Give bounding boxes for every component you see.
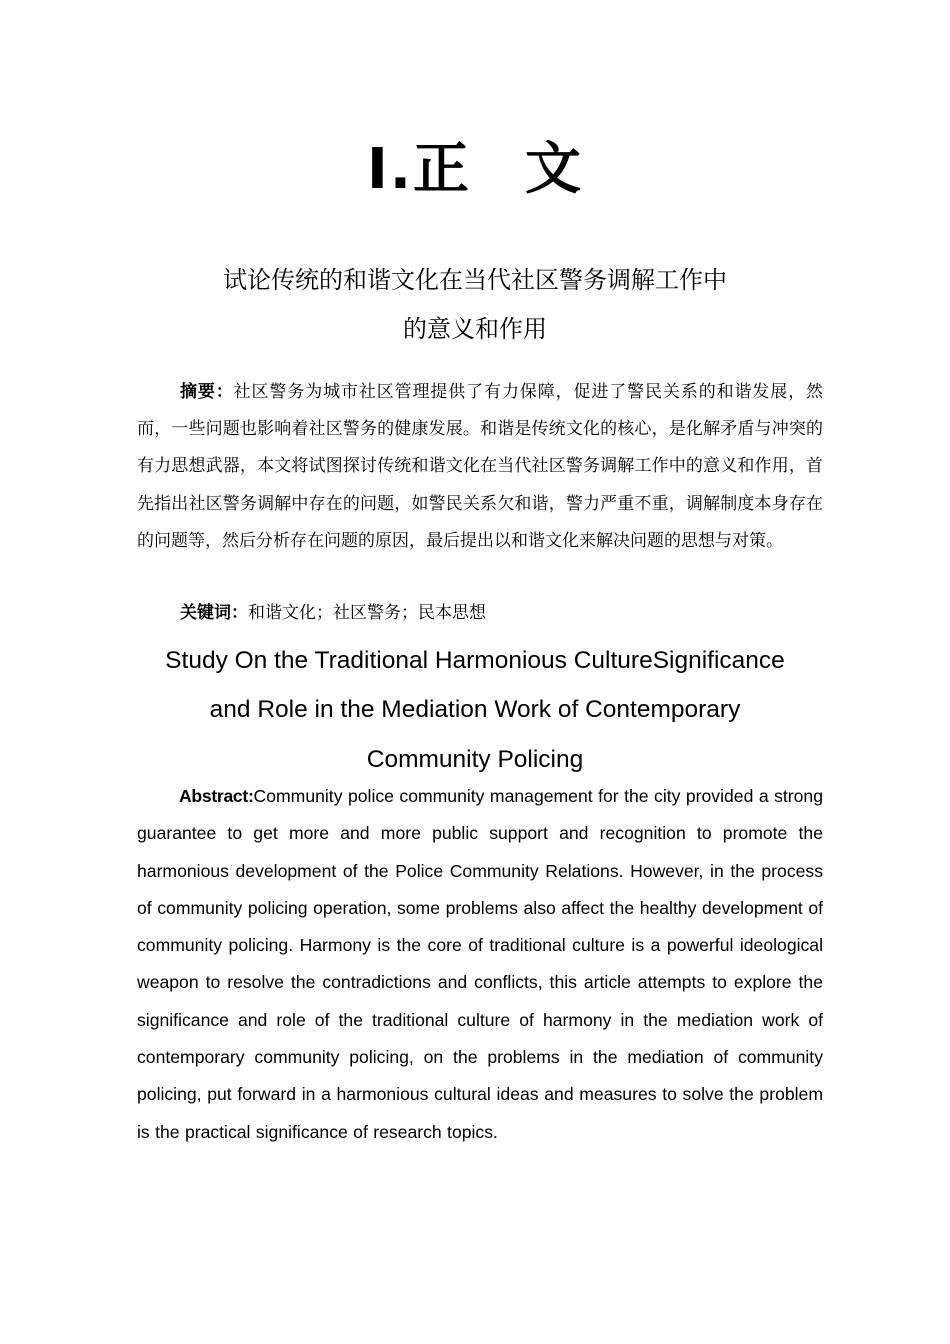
- english-abstract-label: Abstract:: [179, 786, 254, 806]
- section-numeral: Ⅰ.: [366, 137, 414, 202]
- chinese-keywords-text: 和谐文化；社区警务；民本思想: [248, 603, 486, 623]
- english-abstract: [137, 778, 823, 1151]
- chinese-abstract-text: 社区警务为城市社区管理提供了有力保障，促进了警民关系的和谐发展，然而，一些问题也影响着社区警务的健康发展。和谐是传统文化的核心，是化解矛盾与冲突的有力思想武器，本文将试图探讨传统和谐文化在当代社区警务调解工作中的意义和作用，首先指出社区警务调解中存在的问题，如警民关系欠和谐，警力严重不重，调解制度本身存在的问题等，然后分析存在问题的原因，最后提出以和谐文化来解决问题的思想与对策。: [137, 382, 824, 551]
- section-title-char-2: 文: [525, 137, 584, 202]
- chinese-abstract: [137, 374, 823, 560]
- chinese-title-line-1: 试论传统的和谐文化在当代社区警务调解工作中: [223, 266, 727, 294]
- section-title-char-1: 正: [413, 137, 472, 202]
- english-abstract-text: Community police community management for the city provided a strong guarantee to get more and more public support and recognition to promote the harmonious development of the Police Community Relations. However, in the process of community policing operation, some problems also affect the healthy development of community policing. Harmony is the core of traditional culture is a powerful ideological weapon to resolve the contradictions and conflicts, this article attempts to explore the significance and role of the traditional culture of harmony in the mediation work of contemporary community policing, on the problems in the mediation of community policing, put forward in a harmonious cultural ideas and measures to solve the problem is the practical significance of research topics.: [137, 786, 823, 1142]
- english-title-line-1: Study On the Traditional Harmonious CultureSignificance: [165, 647, 785, 674]
- chinese-title-line-2: 的意义和作用: [403, 315, 547, 343]
- english-title-line-3: Community Policing: [366, 746, 584, 773]
- chinese-abstract-label: 摘要：: [180, 382, 234, 402]
- section-heading: [0, 135, 950, 205]
- chinese-keywords-label: 关键词：: [180, 603, 248, 623]
- chinese-keywords: [180, 597, 820, 629]
- english-title-line-2: and Role in the Mediation Work of Contemporary: [209, 696, 741, 723]
